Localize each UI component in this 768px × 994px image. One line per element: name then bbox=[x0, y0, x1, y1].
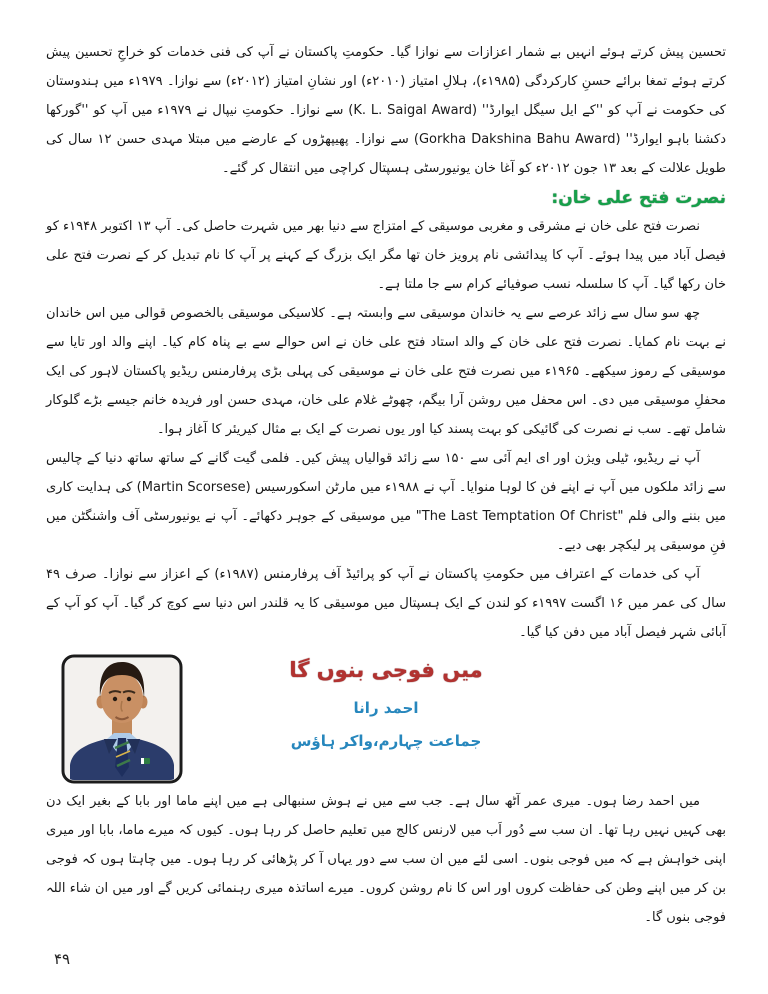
page-content bbox=[46, 38, 726, 932]
author-class-and-house: جماعت چہارم،واکر ہاؤس bbox=[290, 732, 482, 750]
mehdi-hassan-continuation-paragraph: تحسین پیش کرتے ہوئے انہیں بے شمار اعزازات سے نوازا گیا۔ حکومتِ پاکستان نے آپ کی فنی خدمات کو خراجِ تحسین پیش کرتے ہوئے تمغا برائے حسنِ کارکردگی (۱۹۸۵ء)، ہلالِ امتیاز (۲۰۱۰ء) اور نشانِ امتیاز (۲۰۱۲ء) سے نوازا۔ ۱۹۷۹ء میں ہندوستان کی حکومت نے آپ کو ''کے ایل سیگل ایوارڈ'' (K. L. Saigal Award) سے نوازا۔ حکومتِ نیپال نے ۱۹۷۹ء میں آپ کو ''گورکھا دکشنا باہو ایوارڈ'' (Gorkha Dakshina Bahu Award) سے نوازا۔ پھیپھڑوں کے عارضے میں مبتلا مہدی حسن ۱۲ سال کی طویل علالت کے بعد ۱۳ جون ۲۰۱۲ء کو آغا خان یونیورسٹی ہسپتال کراچی میں انتقال کر گئے۔ bbox=[46, 45, 727, 176]
page-number: ۴۹ bbox=[54, 950, 71, 968]
soldier-essay-paragraph: میں احمد رضا ہوں۔ میری عمر آٹھ سال ہے۔ جب سے میں نے ہوش سنبھالی ہے میں اپنے ماما اور بابا کے بغیر ایک دن بھی کہیں نہیں رہا تھا۔ ان سب سے دُور اَب میں لارنس کالج میں تعلیم حاصل کر رہا ہوں۔ کیوں کہ میرے ماما، بابا اور میری اپنی خواہش ہے کہ میں فوجی بنوں۔ اسی لئے میں ان سب سے دور یہاں آ کر پڑھائی کر رہا ہوں۔ میں چاہتا ہوں کہ فوجی بن کر میں اپنے وطن کی حفاظت کروں اور اس کا نام روشن کروں۔ میرے اساتذہ میری رہنمائی کریں گے اور میں ان شاء اللہ فوجی بنوں گا۔ bbox=[46, 794, 726, 925]
nusrat-paragraph-fame: آپ نے ریڈیو، ٹیلی ویژن اور ای ایم آئی سے ۱۵۰ سے زائد قوالیاں پیش کیں۔ فلمی گیت گانے کے ساتھ ساتھ دنیا کے چالیس سے زائد ملکوں میں آپ نے اپنے فن کا لوہا منوایا۔ آپ نے ۱۹۸۸ء میں مارٹن اسکورسیس (Martin Scorsese) کی ہدایت کاری میں بننے والی فلم "The Last Temptation Of Christ" میں موسیقی کے جوہر دکھائے۔ آپ نے یونیورسٹی آف واشنگٹن میں فنِ موسیقی پر لیکچر بھی دیے۔ bbox=[46, 451, 727, 553]
soldier-article-header bbox=[46, 653, 726, 787]
soldier-article-heading: میں فوجی بنوں گا bbox=[289, 658, 483, 682]
nusrat-paragraph-family: چھ سو سال سے زائد عرصے سے یہ خاندان موسیقی سے وابستہ ہے۔ کلاسیکی موسیقی بالخصوص قوالی میں اس خاندان نے بہت نام کمایا۔ نصرت فتح علی خان کے والد استاد فتح علی خان نے اس حوالے سے بے پناہ کام کیا۔ اپنے والد اور تایا سے موسیقی کے رموز سیکھے۔ ۱۹۶۵ء میں نصرت فتح علی خان نے موسیقی کی پہلی بڑی پرفارمنس ریڈیو پاکستان لاہور کی ایک محفلِ موسیقی میں دی۔ اس محفل میں روشن آرا بیگم، چھوٹے غلام علی خان، مہدی حسن اور فریدہ خانم جیسے بڑے گلوکار شامل تھے۔ سب نے نصرت کی گائیکی کو بہت پسند کیا اور یوں نصرت کے ایک بے مثال کیریئر کا آغاز ہوا۔ bbox=[46, 306, 726, 437]
school-boy-portrait-illustration bbox=[60, 653, 184, 785]
nusrat-paragraph-death: آپ کی خدمات کے اعتراف میں حکومتِ پاکستان نے آپ کو پرائیڈ آف پرفارمنس (۱۹۸۷ء) کے اعزاز سے نوازا۔ صرف ۴۹ سال کی عمر میں ۱۶ اگست ۱۹۹۷ء کو لندن کے ایک ہسپتال میں موسیقی کا یہ قلندر اس دنیا سے کوچ کر گیا۔ آپ کو آپ کے آبائی شہر فیصل آباد میں دفن کیا گیا۔ bbox=[46, 567, 726, 640]
author-name: احمد رانا bbox=[353, 699, 419, 717]
student-photo bbox=[60, 653, 184, 785]
nusrat-paragraph-birth: نصرت فتح علی خان نے مشرقی و مغربی موسیقی کے امتزاج سے دنیا بھر میں شہرت حاصل کی۔ آپ ۱۳ اکتوبر ۱۹۴۸ء کو فیصل آباد میں پیدا ہوئے۔ آپ کا پیدائشی نام پرویز خان تھا مگر ایک بزرگ کے کہنے پر آپ کا نام تبدیل کر کے نصرت فتح علی خان رکھا گیا۔ آپ کا سلسلہ نسب صوفیائے کرام سے جا ملتا ہے۔ bbox=[46, 219, 726, 292]
nusrat-section-heading: نصرت فتح علی خان: bbox=[551, 188, 726, 208]
